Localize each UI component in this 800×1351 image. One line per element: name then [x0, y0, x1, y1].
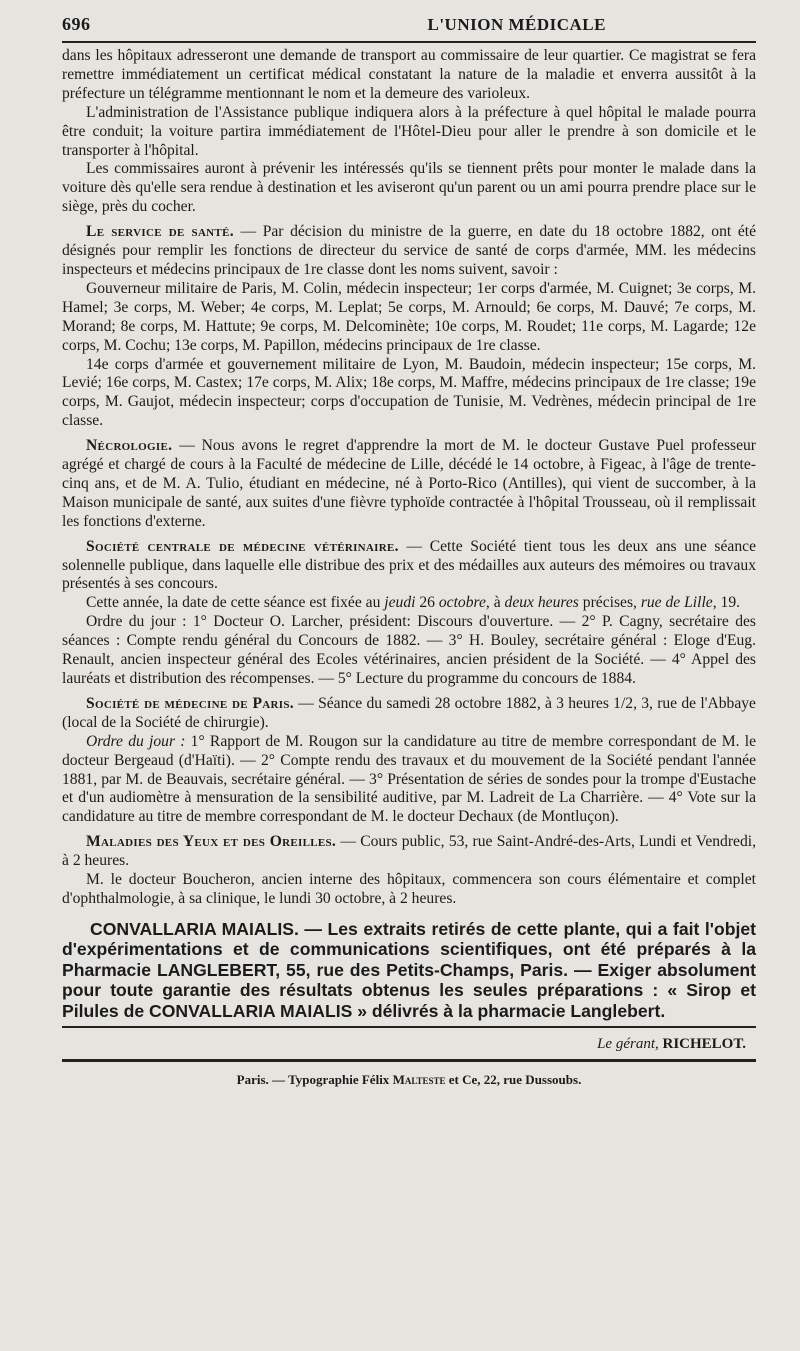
- paragraph-assistance: L'administration de l'Assistance publique indiquera alors à la préfecture à quel hôpital le malade pourra être conduit; la voiture partira immédiatement de l'Hôtel-Dieu pour aller le prendre à son domicile et le transporter à l'hôpital.: [62, 103, 756, 159]
- header-rule: [62, 41, 756, 43]
- gerant-signature: Le gérant, RICHELOT.: [597, 1036, 746, 1053]
- section-service-sante: Le service de santé. — Par décision du ministre de la guerre, en date du 18 octobre 1882, ont été désignés pour remplir les fonctions de directeur du service de santé de corps d'armée, MM. les médecins inspecteurs et médecins principaux de 1re classe dont les noms suivent, savoir :: [62, 223, 757, 278]
- paragraph-transport: dans les hôpitaux adresseront une demande de transport au commissaire de leur quartier. Ce magistrat se fera remettre immédiatement un certificat médical constatant la nature de la maladie et enverra aussitôt à la préfecture un télégramme mentionnant le nom et la demeure des varioleux.: [62, 47, 756, 102]
- paragraph-commissaires: Les commissaires auront à prévenir les intéressés qu'ils se tiennent prêts pour monter le malade dans la voiture dès qu'elle sera rendue à destination et les aviseront qu'un parent ou un ami pourra prendre place sur le siège, près du cocher.: [62, 160, 756, 216]
- paragraph-ordre-du-jour-veto: Ordre du jour : 1° Docteur O. Larcher, président: Discours d'ouverture. — 2° P. Cagny, secrétaire des séances : Compte rendu général du Concours de 1882. — 3° H. Bouley, secrétaire général : Eloge d'Eug. Renault, ancien inspecteur général des Ecoles vétérinaires, ancien président de la Société. — 4° Appel des lauréats et distribution des récompenses. — 5° Lecture du programme du concours de 1884.: [62, 613, 756, 687]
- paragraph-corps-list-1: Gouverneur militaire de Paris, M. Colin, médecin inspecteur; 1er corps d'armée, M. Cuignet; 3e corps, M. Hamel; 3e corps, M. Weber; 4e corps, M. Leplat; 5e corps, M. Arnould; 6e corps, M. Dauvé; 7e corps, M. Morand; 8e corps, M. Hattute; 9e corps, M. Delcominète; 10e corps, M. Roudet; 11e corps, M. Lagarde; 12e corps, M. Cochu; 13e corps, M. Papillon, médecins principaux de 1re classe.: [62, 279, 756, 354]
- section-title: Maladies des Yeux et des Oreilles.: [86, 833, 337, 851]
- section-title: Société centrale de médecine vétérinaire.: [86, 537, 399, 555]
- journal-title: L'UNION MÉDICALE: [427, 15, 606, 34]
- section-title: Le service de santé.: [86, 223, 234, 241]
- section-maladies-yeux: Maladies des Yeux et des Oreilles. — Cours public, 53, rue Saint-André-des-Arts, Lundi et Vendredi, à 2 heures.: [62, 833, 756, 870]
- page-number: 696: [62, 14, 91, 34]
- footer-rule: [62, 1059, 756, 1062]
- section-title: Nécrologie.: [86, 437, 173, 455]
- paragraph-seance-date: Cette année, la date de cette séance est fixée au jeudi 26 octobre, à deux heures précises, rue de Lille, 19.: [86, 594, 741, 612]
- section-necrologie: Nécrologie. — Nous avons le regret d'apprendre la mort de M. le docteur Gustave Puel professeur agrégé et chargé de cours à la Faculté de médecine de Lille, décédé le 14 octobre, à Figeac, à l'âge de trente-cinq ans, et de M. A. Tulio, étudiant en médecine, né à Porto-Rico (Antilles), qui vient de succomber, à la Maison municipale de santé, aux suites d'une fièvre typhoïde contractée à l'hôpital Trousseau, où il remplissait les fonctions d'externe.: [62, 437, 756, 530]
- section-title: Société de médecine de Paris.: [86, 694, 294, 712]
- section-societe-veterinaire: Société centrale de médecine vétérinaire. — Cette Société tient tous les deux ans une séance solennelle publique, dans laquelle elle distribue des prix et des médailles aux auteurs des mémoires ou travaux présentés à ses concours.: [62, 537, 756, 593]
- paragraph-boucheron: M. le docteur Boucheron, ancien interne des hôpitaux, commencera son cours élémentaire et complet d'ophthalmologie, à sa clinique, le lundi 30 octobre, à 2 heures.: [62, 871, 756, 907]
- advertisement-text: CONVALLARIA MAIALIS. — Les extraits retirés de cette plante, qui a fait l'objet d'expérimentations et de communications scientifiques, ont été préparés à la Pharmacie LANGLEBERT, 55, rue des Petits-Champs, Paris. — Exiger absolument pour toute garantie des résultats obtenus les seules préparations : « Sirop et Pilules de CONVALLARIA MAIALIS » délivrés à la pharmacie Langlebert.: [62, 918, 756, 1021]
- paragraph-ordre-du-jour-smp: Ordre du jour : 1° Rapport de M. Rougon sur la candidature au titre de membre correspondant de M. le docteur Bergeaud (d'Haïti). — 2° Compte rendu des travaux et du mouvement de la Société pendant l'année 1881, par M. de Beauvais, secrétaire général. — 3° Présentation de séries de sondes pour la trompe d'Eustache et d'un audiomètre à mensuration de la sensibilité auditive, par M. Ladreit de La Charrière. — 4° Vote sur la candidature au titre de membre correspondant de M. le docteur Dechaux (de Montluçon).: [62, 732, 757, 826]
- convallaria-advertisement: [62, 919, 756, 1022]
- advertisement-rule: [62, 1026, 756, 1028]
- printer-imprint: Paris. — Typographie Félix Malteste et Ce, 22, rue Dussoubs.: [236, 1072, 582, 1088]
- article-body: [62, 47, 756, 909]
- paragraph-corps-list-2: 14e corps d'armée et gouvernement militaire de Lyon, M. Baudoin, médecin inspecteur; 15e corps, M. Levié; 16e corps, M. Castex; 17e corps, M. Alix; 18e corps, M. Maffre, médecins principaux de 1re classe; 19e corps, M. Gaujot, médecin inspecteur; corps d'occupation de Tunisie, M. Vedrènes, médecin principal de 1re classe.: [62, 355, 756, 430]
- page-header: [62, 14, 756, 35]
- section-societe-medecine-paris: Société de médecine de Paris. — Séance du samedi 28 octobre 1882, à 3 heures 1/2, 3, rue de l'Abbaye (local de la Société de chirurgie).: [62, 694, 756, 731]
